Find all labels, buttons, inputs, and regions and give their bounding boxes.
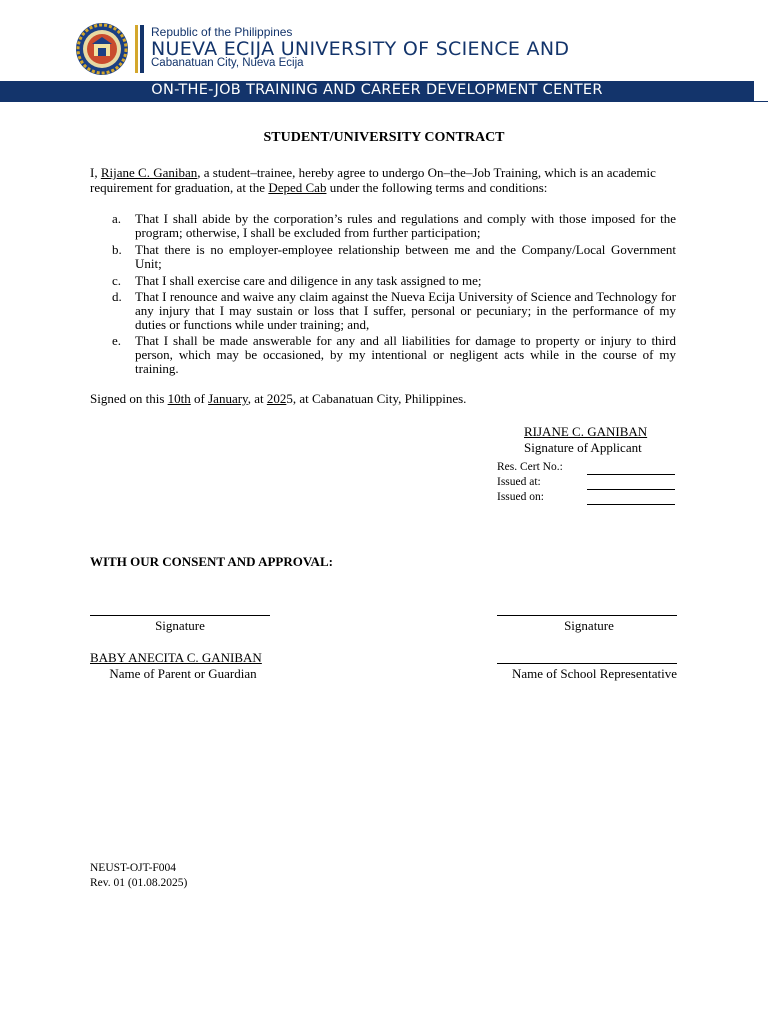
res-cert-label: Res. Cert No.: <box>497 461 563 473</box>
signed-prefix: Signed on this <box>90 391 168 406</box>
form-code: NEUST-OJT-F004 <box>90 862 177 874</box>
intro-prefix: I, <box>90 165 101 180</box>
school-rep-signature-line <box>497 615 677 616</box>
term-item <box>90 243 676 271</box>
terms-list <box>90 212 676 378</box>
issued-at-line <box>587 476 675 490</box>
signed-month: January <box>208 391 248 406</box>
term-item <box>90 212 676 240</box>
office-banner: ON-THE-JOB TRAINING AND CAREER DEVELOPMENT CENTER <box>0 81 754 102</box>
signed-day: 10th <box>167 391 191 406</box>
consent-heading: WITH OUR CONSENT AND APPROVAL: <box>90 554 333 569</box>
term-letter: b. <box>112 242 122 257</box>
school-rep-signature-label: Signature <box>564 618 614 633</box>
parent-signature-line <box>90 615 270 616</box>
term-text: That I shall exercise care and diligence in any task assigned to me; <box>135 273 482 288</box>
signed-date-line <box>90 391 466 407</box>
signed-year-underlined: 202 <box>266 391 287 406</box>
intro-suffix: under the following terms and conditions: <box>326 180 548 195</box>
signed-at: , at <box>247 391 267 406</box>
term-letter: c. <box>112 273 122 288</box>
issued-on-label: Issued on: <box>497 491 544 503</box>
term-item <box>90 274 676 288</box>
term-item <box>90 334 676 376</box>
parent-name <box>90 650 262 666</box>
header-gold-bar <box>135 25 138 73</box>
applicant-name <box>524 424 647 440</box>
issued-at-label: Issued at: <box>497 476 541 488</box>
term-letter: d. <box>112 289 122 304</box>
university-city: Cabanatuan City, Nueva Ecija <box>151 57 304 69</box>
term-letter: e. <box>112 333 122 348</box>
parent-signature-label: Signature <box>155 618 205 633</box>
term-text: That I shall abide by the corporation’s rules and regulations and comply with those imposed for the program; otherwise, I shall be excluded from further participation; <box>135 211 676 240</box>
banner-divider <box>750 101 768 102</box>
university-seal-logo <box>72 22 132 76</box>
term-text: That there is no employer-employee relationship between me and the Company/Local Government Unit; <box>135 242 676 271</box>
term-letter: a. <box>112 211 122 226</box>
company-name: Deped Cab <box>268 180 327 195</box>
document-title: STUDENT/UNIVERSITY CONTRACT <box>263 130 505 145</box>
applicant-signature-label: Signature of Applicant <box>524 440 642 455</box>
university-name: NUEVA ECIJA UNIVERSITY OF SCIENCE AND <box>151 38 570 60</box>
issued-on-line <box>587 491 675 505</box>
form-revision: Rev. 01 (01.08.2025) <box>90 877 188 889</box>
term-text: That I shall be made answerable for any and all liabilities for damage to property or injury to third person, which may be occasioned, by my intentional or negligent acts while in the course of my training. <box>135 333 676 376</box>
parent-name-label: Name of Parent or Guardian <box>109 666 257 681</box>
res-cert-line <box>587 461 675 475</box>
header-navy-bar <box>140 25 144 73</box>
signed-of: of <box>190 391 209 406</box>
school-rep-name-line <box>497 663 677 664</box>
student-name: Rijane C. Ganiban <box>100 165 198 180</box>
republic-text: Republic of the Philippines <box>151 25 293 39</box>
school-rep-name-label: Name of School Representative <box>512 666 677 681</box>
term-text: That I renounce and waive any claim against the Nueva Ecija University of Science and Technology for any injury that I may sustain or loss that I suffer, personal or pecuniary; in the performance of my duties or functions while under training; and, <box>135 289 676 332</box>
parent-name-text: BABY ANECITA C. GANIBAN <box>90 650 262 665</box>
signed-year-rest: 5 <box>286 391 293 406</box>
term-item <box>90 290 676 332</box>
intro-paragraph <box>90 165 676 195</box>
intro-middle: , a student–trainee, hereby agree to undergo On–the–Job Training, which is an academic requirement for graduation, at the <box>90 165 656 195</box>
applicant-name-text: RIJANE C. GANIBAN <box>524 424 648 439</box>
signed-place: , at Cabanatuan City, Philippines. <box>292 391 467 406</box>
